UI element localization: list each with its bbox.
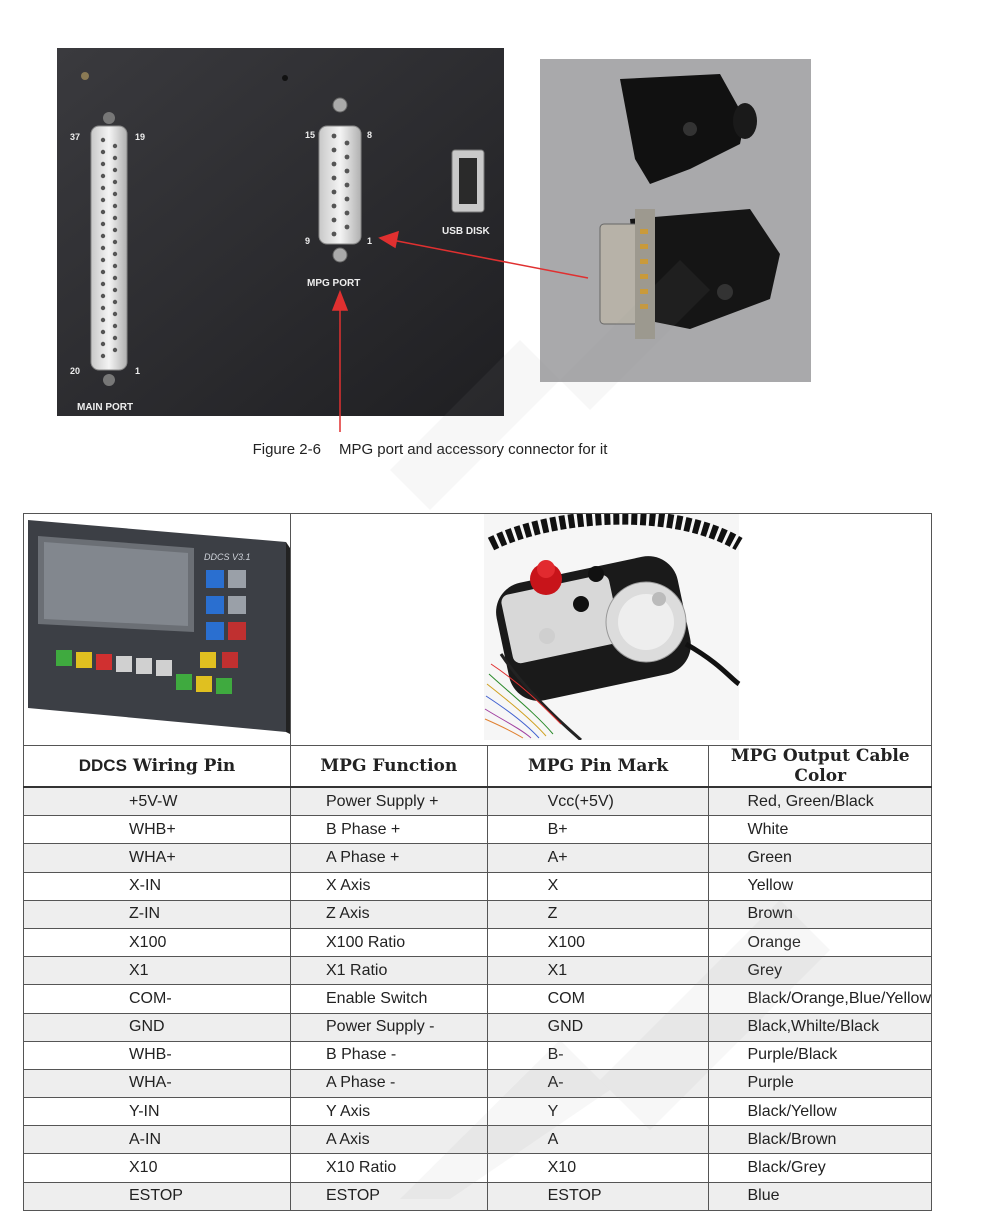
pin-icon [113,276,117,280]
cell-mpg-pin-mark: Vcc(+5V) [487,787,709,816]
cell-mpg-function: A Axis [291,1126,488,1154]
cell-mpg-pin-mark: A [487,1126,709,1154]
table-row [24,844,932,872]
pin-icon [101,162,105,166]
cell-cable-color: Yellow [709,872,932,900]
cell-ddcs-pin: X10 [24,1154,291,1182]
cell-ddcs-pin: ESTOP [24,1182,291,1210]
cell-cable-color: Black/Orange,Blue/Yellow [709,985,932,1013]
pin-icon [101,246,105,250]
pin-icon [113,180,117,184]
pin-icon [332,176,337,181]
pin-icon [101,258,105,262]
cell-cable-color: Black/Brown [709,1126,932,1154]
figure-number: Figure 2-6 [252,441,321,458]
cell-mpg-function: A Phase - [291,1069,488,1097]
cell-ddcs-pin: WHA+ [24,844,291,872]
pin-icon [101,342,105,346]
pin-icon [113,336,117,340]
cell-mpg-pin-mark: Y [487,1098,709,1126]
pin-20-label: 20 [70,366,81,376]
usb-disk-label: USB DISK [442,226,490,237]
figure-caption-text: MPG port and accessory connector for it [338,441,608,458]
cell-mpg-pin-mark: GND [487,1013,709,1041]
cell-mpg-pin-mark: B+ [487,816,709,844]
mpg-handwheel-photo [291,514,931,740]
pin-icon [345,183,350,188]
pin-icon [113,228,117,232]
pin-icon [345,155,350,160]
pin-icon [332,162,337,167]
table-row [24,816,932,844]
figure-caption [0,441,860,458]
table-row [24,1154,932,1182]
cell-mpg-function: A Phase + [291,844,488,872]
pin-1-mpg-label: 1 [367,236,373,246]
pin-icon [101,174,105,178]
cell-ddcs-pin: WHB- [24,1041,291,1069]
pin-9-label: 9 [305,236,311,246]
pin-icon [101,210,105,214]
cell-ddcs-pin: Z-IN [24,900,291,928]
table-row [24,957,932,985]
header-ddcs-wiring-pin [24,746,291,788]
mpg-image-cell [291,514,932,746]
pin-icon [101,318,105,322]
cell-mpg-pin-mark: B- [487,1041,709,1069]
mpg-port-label: MPG PORT [307,278,361,289]
pin-icon [101,150,105,154]
cell-cable-color: Black/Yellow [709,1098,932,1126]
cell-cable-color: Brown [709,900,932,928]
pin-icon [101,198,105,202]
table-row [24,1126,932,1154]
pin-icon [101,270,105,274]
cell-ddcs-pin: X1 [24,957,291,985]
cell-mpg-function: Z Axis [291,900,488,928]
screw-icon [81,72,89,80]
cell-cable-color: Black/Grey [709,1154,932,1182]
db15-connector-photo [540,59,811,382]
pin-icon [101,306,105,310]
cell-mpg-pin-mark: A+ [487,844,709,872]
pin-icon [113,204,117,208]
cell-cable-color: Purple [709,1069,932,1097]
table-row [24,872,932,900]
pin-icon [345,225,350,230]
pin-icon [113,288,117,292]
table-row [24,1182,932,1210]
pin-icon [101,138,105,142]
pin-icon [345,141,350,146]
controller-image-cell [24,514,291,746]
pin-icon [113,216,117,220]
table-row [24,1098,932,1126]
main-port-label: MAIN PORT [77,402,134,413]
header-mpg-function: MPG Function [291,746,488,788]
pin-icon [332,190,337,195]
header-ddcs-bold: DDCS [78,756,127,775]
pin-icon [101,282,105,286]
wiring-table [23,513,932,1211]
pin-19-label: 19 [135,132,146,142]
cell-mpg-function: X100 Ratio [291,928,488,956]
pin-icon [101,234,105,238]
cell-mpg-function: X1 Ratio [291,957,488,985]
pin-icon [113,192,117,196]
pin-icon [345,211,350,216]
pin-15-label: 15 [305,130,316,140]
cell-mpg-pin-mark: X1 [487,957,709,985]
cell-ddcs-pin: WHA- [24,1069,291,1097]
pin-icon [113,252,117,256]
pin-icon [101,294,105,298]
cell-ddcs-pin: COM- [24,985,291,1013]
cell-ddcs-pin: X-IN [24,872,291,900]
cell-cable-color: Orange [709,928,932,956]
pin-icon [345,197,350,202]
cell-cable-color: Blue [709,1182,932,1210]
cell-mpg-pin-mark: ESTOP [487,1182,709,1210]
cell-cable-color: Purple/Black [709,1041,932,1069]
cell-cable-color: Red, Green/Black [709,787,932,816]
pin-icon [101,186,105,190]
table-row [24,1041,932,1069]
pin-icon [332,204,337,209]
cell-ddcs-pin: +5V-W [24,787,291,816]
header-mpg-pin-mark: MPG Pin Mark [487,746,709,788]
pin-icon [101,222,105,226]
pin-1-main-label: 1 [135,366,141,376]
header-mpg-cable-color: MPG Output Cable Color [709,746,932,788]
cell-cable-color: Green [709,844,932,872]
cell-cable-color: Black,Whilte/Black [709,1013,932,1041]
cell-cable-color: White [709,816,932,844]
table-row [24,928,932,956]
header-wiring-pin: Wiring Pin [126,756,236,776]
cell-mpg-function: Y Axis [291,1098,488,1126]
pin-icon [113,348,117,352]
table-row [24,985,932,1013]
cell-mpg-pin-mark: COM [487,985,709,1013]
cell-mpg-function: X10 Ratio [291,1154,488,1182]
cell-mpg-function: B Phase + [291,816,488,844]
table-row [24,900,932,928]
pin-icon [113,168,117,172]
table-row [24,1069,932,1097]
cell-mpg-pin-mark: X100 [487,928,709,956]
pin-icon [113,156,117,160]
cell-mpg-function: Enable Switch [291,985,488,1013]
pin-icon [332,232,337,237]
pin-icon [101,330,105,334]
controller-photo [24,514,290,740]
pin-icon [332,148,337,153]
pin-icon [113,264,117,268]
pin-37-label: 37 [70,132,81,142]
pin-icon [113,324,117,328]
pin-icon [113,312,117,316]
cell-ddcs-pin: GND [24,1013,291,1041]
cell-ddcs-pin: WHB+ [24,816,291,844]
cell-mpg-pin-mark: A- [487,1069,709,1097]
pin-icon [345,169,350,174]
pin-icon [113,300,117,304]
table-row [24,787,932,816]
pin-icon [101,354,105,358]
pin-icon [113,144,117,148]
cell-mpg-pin-mark: X [487,872,709,900]
screw-icon [282,75,288,81]
cell-mpg-pin-mark: X10 [487,1154,709,1182]
pin-icon [113,240,117,244]
wiring-rows [24,787,932,1210]
cell-mpg-function: Power Supply + [291,787,488,816]
pin-icon [332,134,337,139]
cell-mpg-function: B Phase - [291,1041,488,1069]
cell-ddcs-pin: A-IN [24,1126,291,1154]
cell-cable-color: Grey [709,957,932,985]
cell-ddcs-pin: X100 [24,928,291,956]
controller-brand: DDCS V3.1 [204,552,251,562]
table-row [24,1013,932,1041]
pin-icon [332,218,337,223]
cell-mpg-function: ESTOP [291,1182,488,1210]
controller-back-panel-photo [57,48,504,416]
cell-mpg-function: Power Supply - [291,1013,488,1041]
pin-8-label: 8 [367,130,373,140]
cell-mpg-pin-mark: Z [487,900,709,928]
cell-mpg-function: X Axis [291,872,488,900]
cell-ddcs-pin: Y-IN [24,1098,291,1126]
